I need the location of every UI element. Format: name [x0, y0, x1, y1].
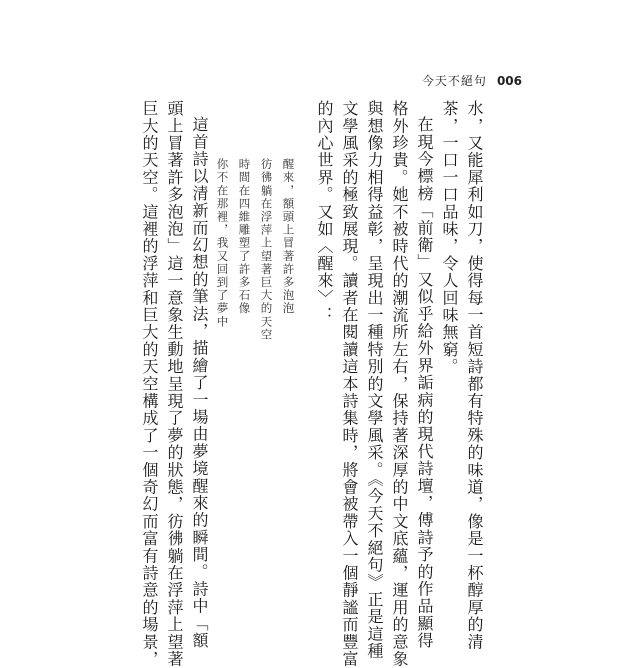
text-column-7: 的內心世界。又如〈醒來〉： [315, 100, 334, 324]
text-column-4: 格外珍貴。她不被時代的潮流所左右，保持著深厚的中文底蘊，運用的意象 [390, 100, 409, 668]
poem-line-2: 彷彿躺在浮萍上望著巨大的天空 [259, 158, 274, 342]
text-column-1: 水，又能犀利如刀，使得每一首短詩都有特殊的味道，像是一杯醇厚的清 [465, 100, 484, 651]
text-column-9: 頭上冒著許多泡泡」這一意象生動地呈現了夢的狀態，彷彿躺在浮萍上望著 [165, 100, 184, 668]
poem-line-3: 時間在四維雕塑了許多石像 [237, 158, 252, 316]
running-header [422, 72, 522, 89]
book-title: 今天不絕句 [421, 74, 487, 88]
poem-line-4: 你不在那裡，我又回到了夢中 [215, 158, 230, 329]
text-column-5: 與想像力相得益彰，呈現出一種特別的文學風采。《今天不絕句》正是這種 [365, 100, 384, 660]
text-column-2: 茶，一口一口品味，令人回味無窮。 [440, 100, 459, 376]
text-column-8: 這首詩以清新而幻想的筆法，描繪了一場由夢境醒來的瞬間。詩中「額 [190, 116, 209, 650]
text-column-3: 在現今標榜「前衛」又似乎給外界詬病的現代詩壇，傅詩予的作品顯得 [415, 116, 434, 650]
poem-line-1: 醒來，額頭上冒著許多泡泡 [281, 158, 296, 316]
page-number: 006 [496, 74, 522, 88]
text-column-6: 文學風采的極致展現。讀者在閱讀這本詩集時，將會被帶入一個靜謐而豐富 [340, 100, 359, 668]
text-column-10: 巨大的天空。這裡的浮萍和巨大的天空構成了一個奇幻而富有詩意的場景， [140, 100, 159, 668]
